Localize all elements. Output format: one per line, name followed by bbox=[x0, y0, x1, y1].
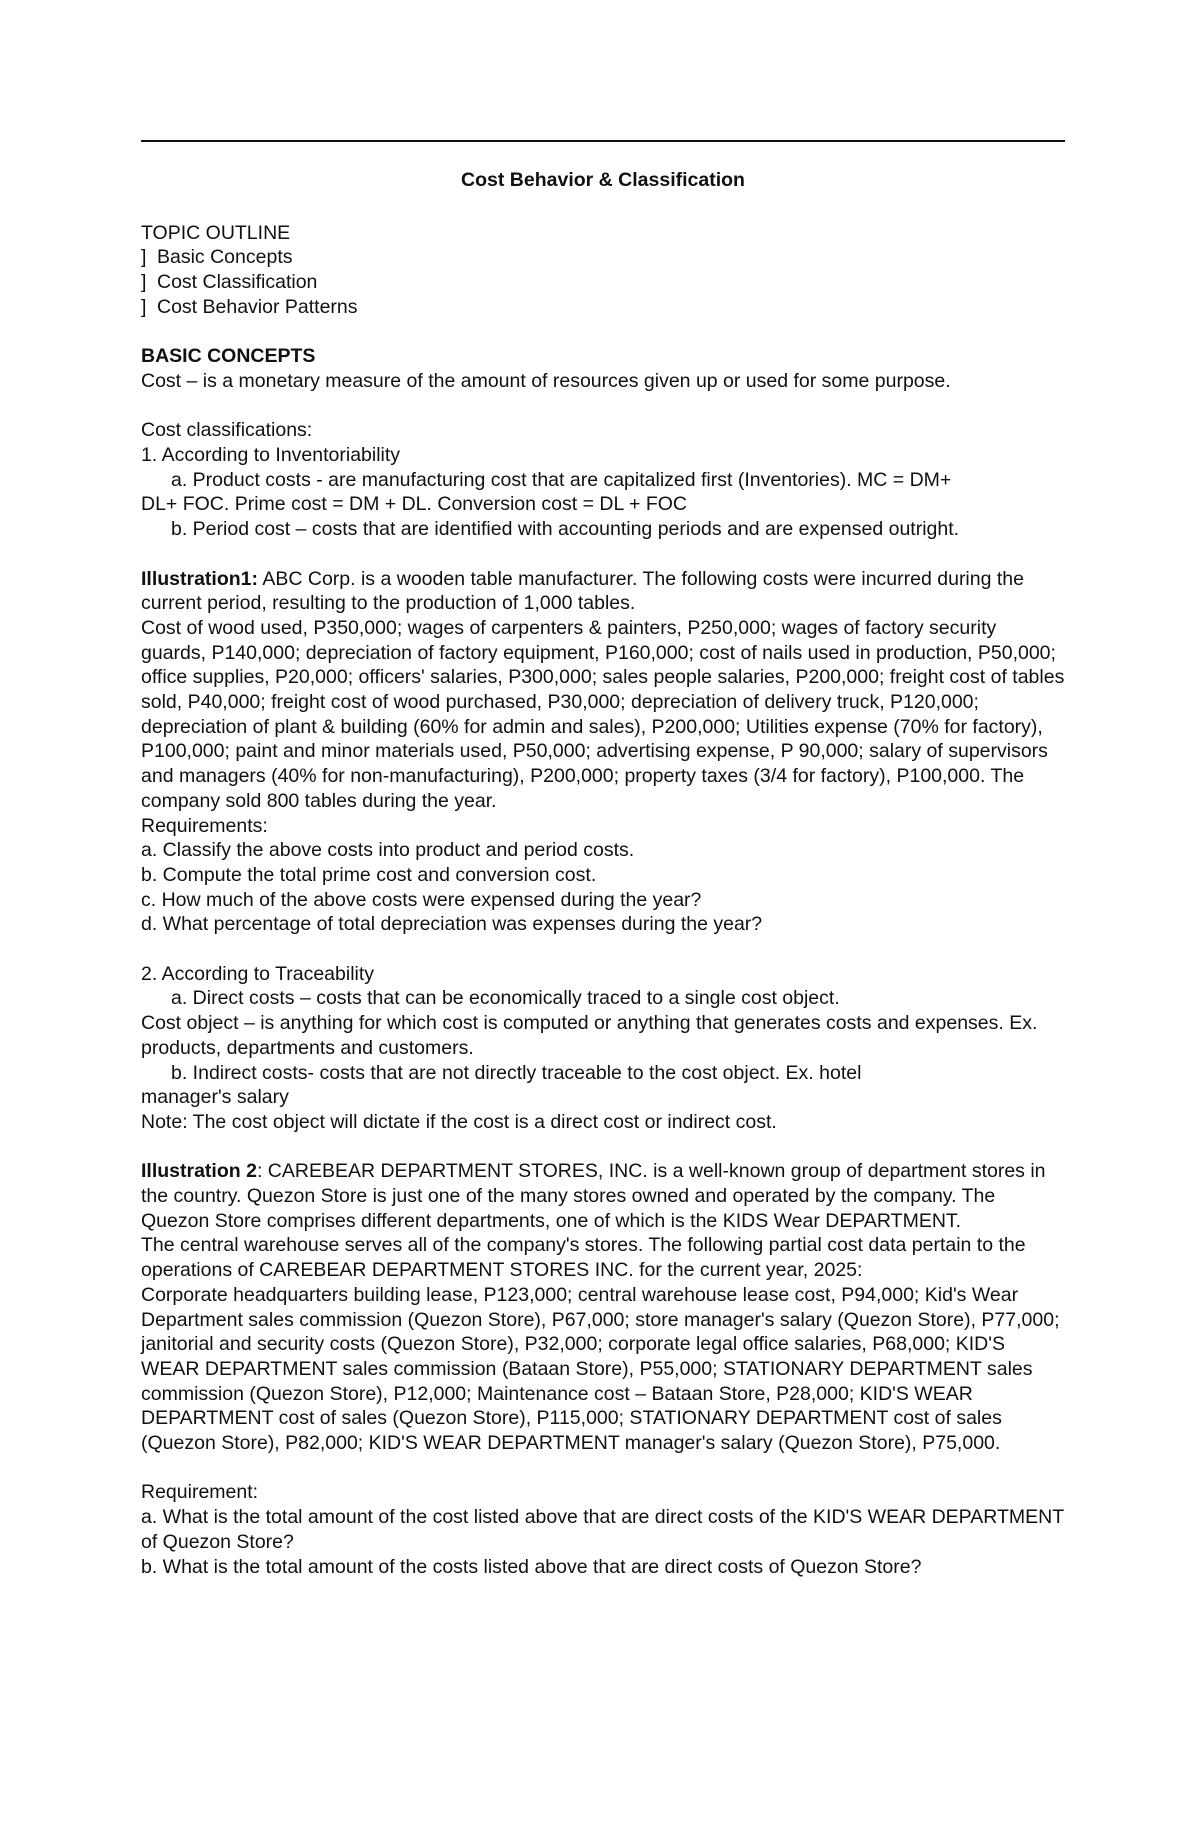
traceability-heading: 2. According to Traceability bbox=[141, 962, 375, 985]
illustration1-costs: Cost of wood used, P350,000; wages of carpenters & painters, P250,000; wages of factory security guards, P140,000; depreciation of factory equipment, P160,000; cost of nails used in production, P50,000; office supplies, P20,000; officers' salaries, P300,000; sales people salaries, P200,000; freight cost of tables sold, P40,000; freight cost of wood purchased, P30,000; depreciation of delivery truck, P120,000; depreciation of plant & building (60% for admin and sales), P200,000; Utilities expense (70% for factory), P100,000; paint and minor materials used, P50,000; advertising expense, P 90,000; salary of supervisors and managers (40% for non-manufacturing), P200,000; property taxes (3/4 for factory), P100,000. The company sold 800 tables during the year. bbox=[141, 616, 1065, 812]
basic-concepts-heading: BASIC CONCEPTS bbox=[141, 345, 316, 368]
document-title: Cost Behavior & Classification bbox=[461, 169, 745, 191]
classifications-intro: Cost classifications: bbox=[141, 419, 313, 442]
outline-item: ] Cost Classification bbox=[141, 271, 318, 294]
period-cost-item: b. Period cost – costs that are identified with accounting periods and are expensed outright. bbox=[171, 518, 960, 541]
topic-outline-heading: TOPIC OUTLINE bbox=[141, 221, 291, 244]
illustration2-costs: Corporate headquarters building lease, P123,000; central warehouse lease cost, P94,000; Kid's Wear Department sales commission (Quezon Store), P67,000; store manager's salary (Quezon Store), P77,000; janitorial and security costs (Quezon Store), P32,000; corporate legal office salaries, P68,000; KID'S WEAR DEPARTMENT sales commission (Bataan Store), P55,000; STATIONARY DEPARTMENT sales commission (Quezon Store), P12,000; Maintenance cost – Bataan Store, P28,000; KID'S WEAR DEPARTMENT cost of sales (Quezon Store), P115,000; STATIONARY DEPARTMENT cost of sales (Quezon Store), P82,000; KID'S WEAR DEPARTMENT manager's salary (Quezon Store), P75,000. bbox=[141, 1283, 1060, 1455]
bracket-bullet-icon: ] bbox=[141, 246, 147, 269]
inventoriability-heading: 1. According to Inventoriability bbox=[141, 444, 401, 466]
top-rule-divider bbox=[141, 140, 1065, 142]
requirement-item: a. What is the total amount of the cost listed above that are direct costs of the KID'S WEAR DEPARTMENT of Quezon Store? bbox=[141, 1506, 1064, 1553]
requirement-item: b. What is the total amount of the costs listed above that are direct costs of Quezon Store? bbox=[141, 1555, 922, 1578]
outline-item: ] Basic Concepts bbox=[141, 246, 293, 269]
outline-item: ] Cost Behavior Patterns bbox=[141, 295, 358, 318]
product-costs-continuation: DL+ FOC. Prime cost = DM + DL. Conversion cost = DL + FOC bbox=[141, 493, 687, 516]
illustration2-warehouse: The central warehouse serves all of the company's stores. The following partial cost data pertain to the operations of CAREBEAR DEPARTMENT STORES INC. for the current year, 2025: bbox=[141, 1234, 1026, 1282]
indirect-costs-item: b. Indirect costs- costs that are not directly traceable to the cost object. Ex. hotel bbox=[171, 1061, 862, 1084]
bracket-bullet-icon: ] bbox=[141, 271, 147, 294]
requirement-item: b. Compute the total prime cost and conversion cost. bbox=[141, 863, 597, 886]
illustration2-requirement-heading: Requirement: bbox=[141, 1481, 259, 1504]
illustration1-label: Illustration1: bbox=[141, 567, 259, 590]
illustration2-intro: Illustration 2: CAREBEAR DEPARTMENT STORES, INC. is a well-known group of department stores in the country. Quezon Store is just one of the many stores owned and operated by the company. The Quezon Store comprises different departments, one of which is the KIDS Wear DEPARTMENT. bbox=[141, 1160, 1046, 1232]
cost-definition: Cost – is a monetary measure of the amount of resources given up or used for some purpose. bbox=[141, 369, 951, 392]
illustration2-label: Illustration 2 bbox=[141, 1160, 257, 1183]
cost-object-note: Note: The cost object will dictate if the cost is a direct cost or indirect cost. bbox=[141, 1110, 777, 1133]
product-costs-item: a. Product costs - are manufacturing cost that are capitalized first (Inventories). MC = DM+ bbox=[171, 468, 952, 491]
requirement-item: d. What percentage of total depreciation was expenses during the year? bbox=[141, 913, 763, 936]
cost-object-definition: Cost object – is anything for which cost is computed or anything that generates costs and expenses. Ex. products, departments and customers. bbox=[141, 1012, 1038, 1059]
illustration1-intro: Illustration1: ABC Corp. is a wooden table manufacturer. The following costs were incurred during the current period, resulting to the production of 1,000 tables. bbox=[141, 567, 1024, 615]
bracket-bullet-icon: ] bbox=[141, 295, 147, 318]
document-body bbox=[141, 168, 1065, 1579]
indirect-costs-continuation: manager's salary bbox=[141, 1086, 289, 1109]
requirement-item: a. Classify the above costs into product and period costs. bbox=[141, 839, 635, 862]
illustration1-requirements-heading: Requirements: bbox=[141, 814, 268, 837]
direct-costs-item: a. Direct costs – costs that can be economically traced to a single cost object. bbox=[171, 987, 840, 1010]
requirement-item: c. How much of the above costs were expensed during the year? bbox=[141, 888, 702, 911]
